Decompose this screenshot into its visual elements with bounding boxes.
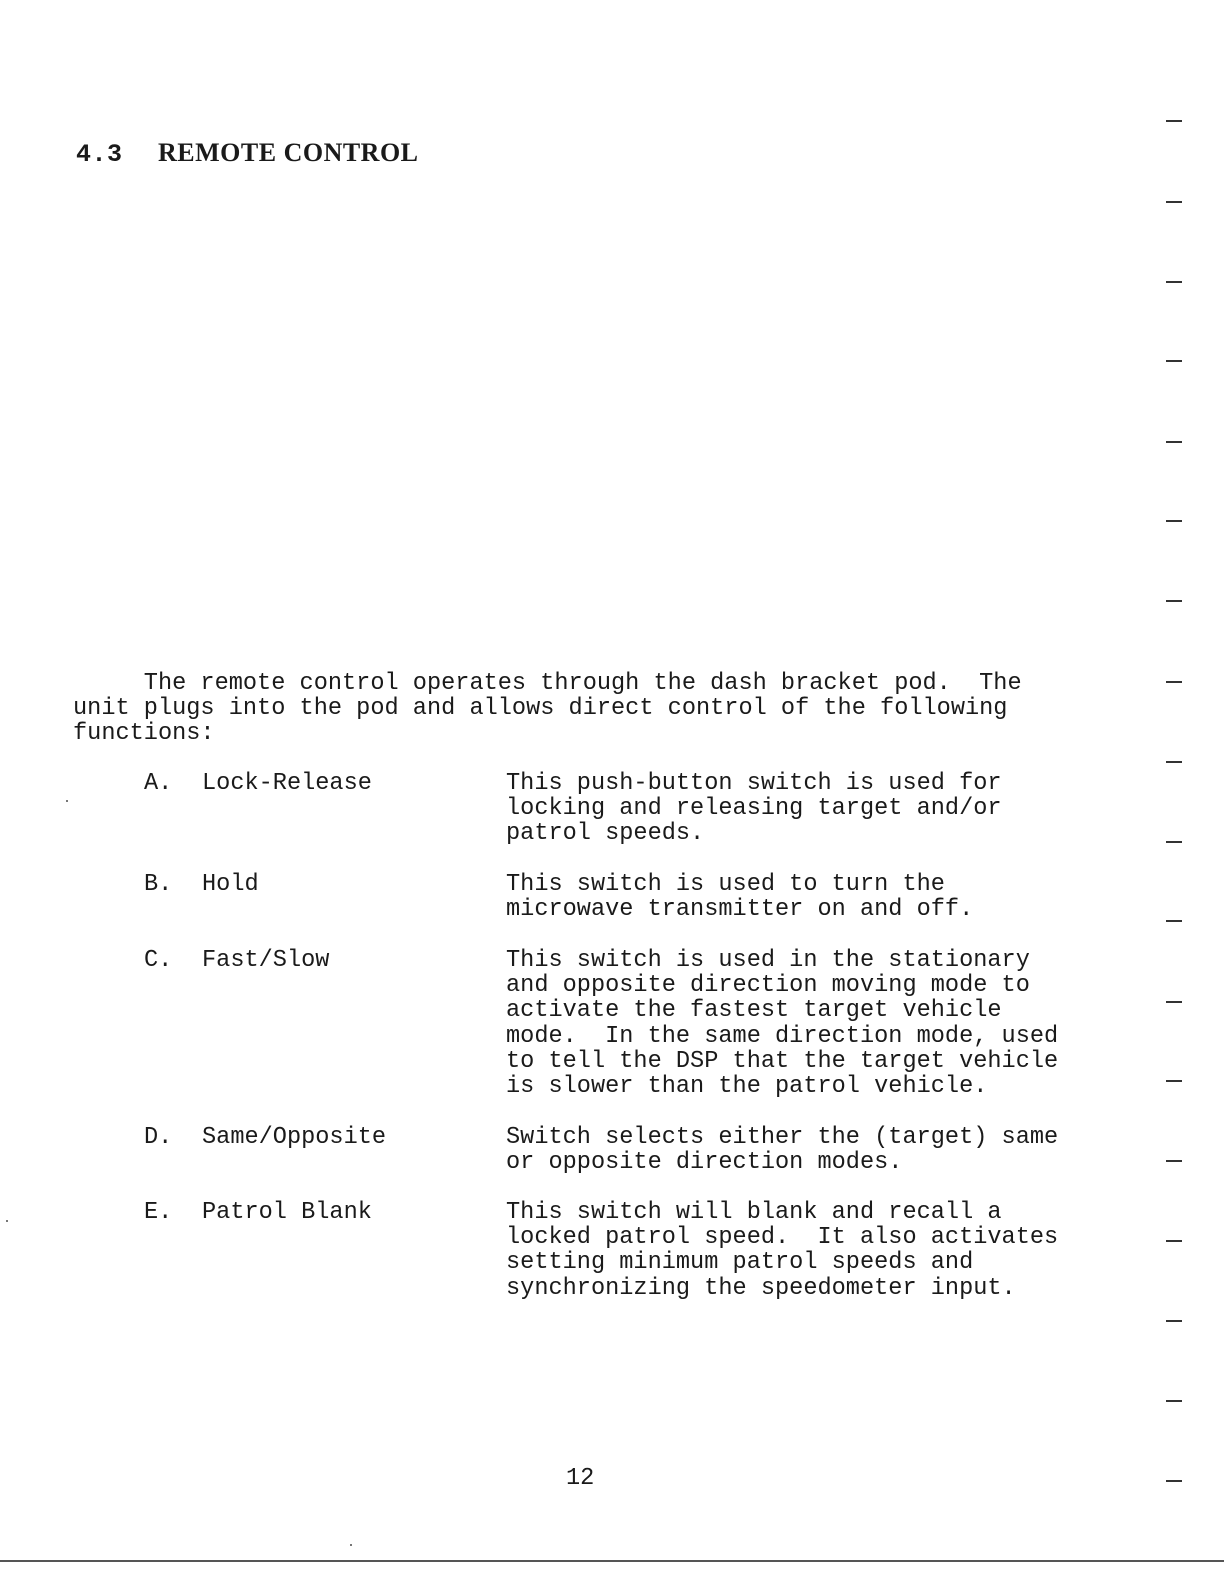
section-title: REMOTE CONTROL — [158, 138, 419, 167]
scan-speck — [66, 800, 68, 802]
function-item-patrol-blank — [144, 1199, 1059, 1302]
margin-mark — [1166, 1240, 1182, 1242]
description-line: synchronizing the speedometer input. — [506, 1274, 1016, 1302]
description-line: mode. In the same direction mode, used — [506, 1022, 1059, 1050]
function-item-lock-release — [144, 770, 1002, 872]
item-letter: E. — [144, 1199, 173, 1226]
bottom-rule — [0, 1560, 1224, 1562]
item-label: Lock-Release — [202, 770, 372, 797]
description-line: locked patrol speed. It also activates — [506, 1224, 1059, 1252]
margin-mark — [1166, 1400, 1182, 1402]
function-item-fast-slow — [144, 947, 1059, 1101]
margin-mark — [1166, 681, 1182, 683]
item-letter: C. — [144, 947, 173, 974]
section-number: 4.3 — [76, 140, 123, 169]
margin-mark — [1166, 761, 1182, 763]
margin-mark — [1166, 281, 1182, 283]
item-description — [506, 1125, 1058, 1175]
page-number: 12 — [566, 1465, 595, 1492]
section-heading — [76, 138, 419, 169]
description-line: to tell the DSP that the target vehicle — [506, 1047, 1059, 1075]
item-letter: D. — [144, 1124, 173, 1151]
item-label: Same/Opposite — [202, 1124, 387, 1151]
intro-line: The remote control operates through the dash bracket pod. The — [73, 670, 1022, 697]
item-letter: A. — [144, 770, 173, 797]
description-line: activate the fastest target vehicle — [506, 997, 1002, 1025]
margin-mark — [1166, 920, 1182, 922]
item-description — [506, 771, 1002, 847]
description-line: and opposite direction moving mode to — [506, 972, 1030, 1000]
description-line: This switch is used in the stationary — [506, 947, 1030, 974]
margin-mark — [1166, 360, 1182, 362]
item-description — [506, 872, 973, 922]
description-line: This push-button switch is used for — [506, 770, 1002, 797]
margin-mark — [1166, 120, 1182, 122]
description-line: setting minimum patrol speeds and — [506, 1249, 974, 1277]
description-line: is slower than the patrol vehicle. — [506, 1073, 988, 1101]
margin-mark — [1166, 600, 1182, 602]
item-label: Fast/Slow — [202, 947, 330, 974]
description-line: patrol speeds. — [506, 820, 705, 848]
description-line: microwave transmitter on and off. — [506, 896, 974, 924]
description-line: This switch is used to turn the — [506, 871, 945, 898]
item-label: Hold — [202, 871, 259, 898]
margin-mark — [1166, 1080, 1182, 1082]
intro-line: unit plugs into the pod and allows direct control of the following — [73, 695, 1008, 723]
margin-mark — [1166, 1160, 1182, 1162]
description-line: or opposite direction modes. — [506, 1149, 903, 1177]
item-label: Patrol Blank — [202, 1199, 372, 1226]
intro-line: functions: — [73, 720, 215, 748]
margin-mark — [1166, 520, 1182, 522]
item-description — [506, 1200, 1058, 1301]
scan-speck — [6, 1220, 8, 1222]
margin-mark — [1166, 201, 1182, 203]
intro-paragraph — [73, 671, 1022, 747]
description-line: Switch selects either the (target) same — [506, 1124, 1059, 1151]
scan-speck — [350, 1544, 352, 1546]
item-letter: B. — [144, 871, 173, 898]
description-line: locking and releasing target and/or — [506, 795, 1002, 823]
margin-mark — [1166, 841, 1182, 843]
margin-mark — [1166, 1001, 1182, 1003]
margin-mark — [1166, 1480, 1182, 1482]
description-line: This switch will blank and recall a — [506, 1199, 1002, 1226]
margin-mark — [1166, 1320, 1182, 1322]
item-description — [506, 948, 1058, 1099]
margin-mark — [1166, 441, 1182, 443]
